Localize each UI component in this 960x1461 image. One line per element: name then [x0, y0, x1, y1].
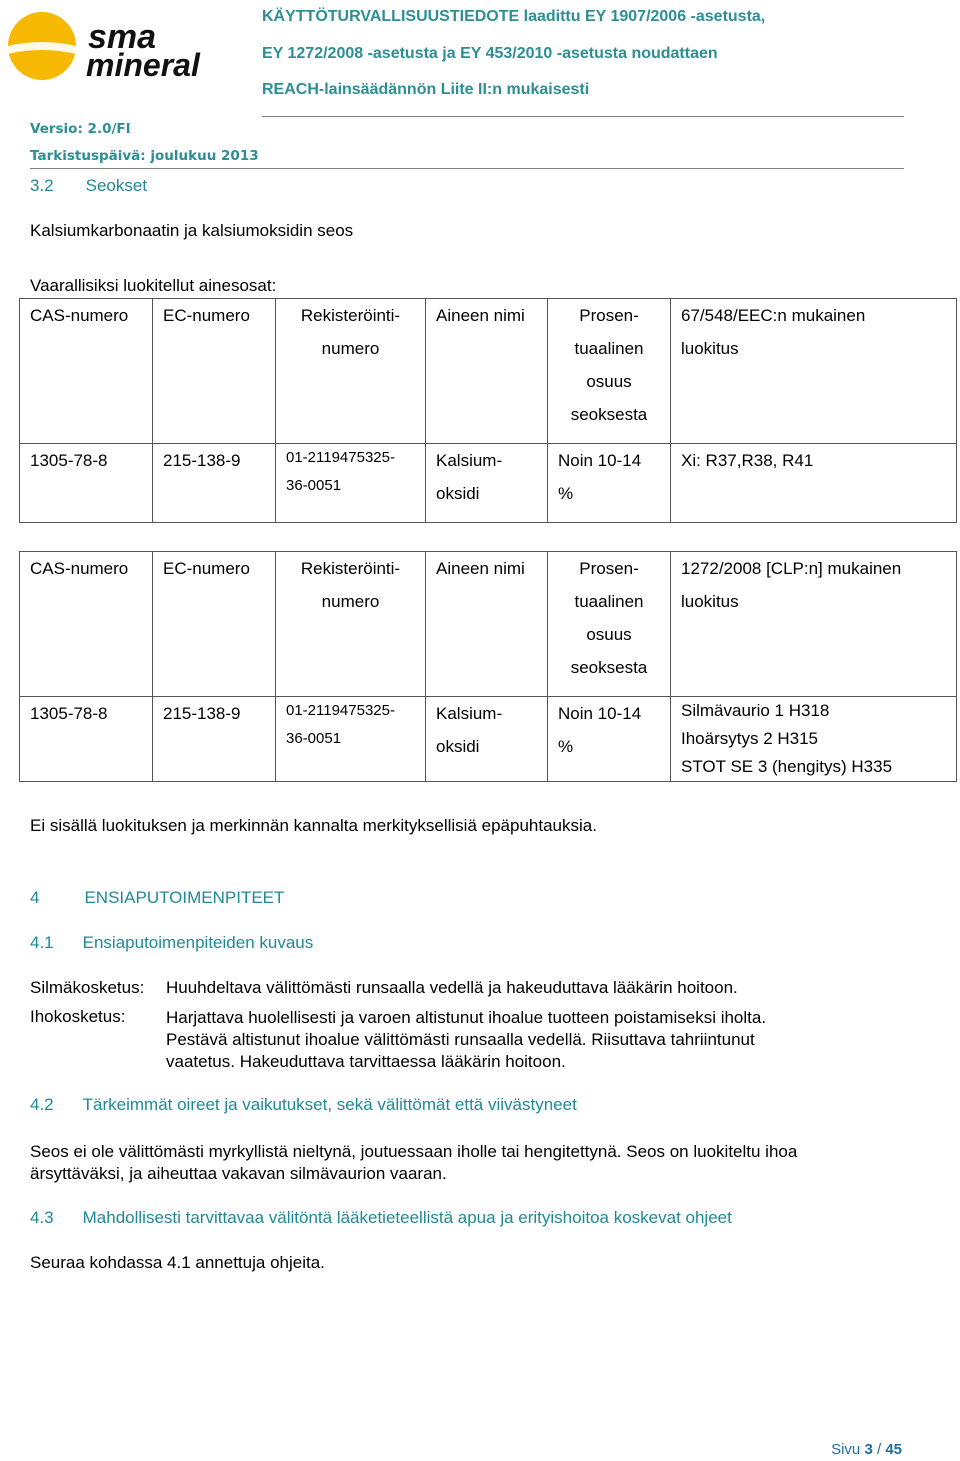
page-number [831, 1441, 902, 1458]
cell-name: Kalsium- oksidi [426, 697, 548, 782]
cell-cas: 1305-78-8 [20, 697, 153, 782]
section-4-heading [30, 888, 284, 908]
section-4-3-body: Seuraa kohdassa 4.1 annettuja ohjeita. [30, 1253, 325, 1272]
header-classification: 1272/2008 [CLP:n] mukainen luokitus [671, 552, 957, 697]
header-pct: Prosen- tuaalinen osuus seoksesta [548, 299, 671, 444]
section-title: Ensiaputoimenpiteiden kuvaus [82, 933, 314, 952]
cell-pct: Noin 10-14 % [548, 444, 671, 523]
section-number: 4.1 [30, 933, 54, 952]
section-4-3-heading [30, 1208, 732, 1228]
section-title: Seokset [85, 176, 148, 195]
components-table-clp [19, 551, 957, 782]
page-total: 45 [885, 1441, 902, 1458]
section-number: 4.2 [30, 1095, 54, 1114]
header-classification: 67/548/EEC:n mukainen luokitus [671, 299, 957, 444]
page-label: Sivu [831, 1441, 861, 1458]
sma-mineral-logo [6, 8, 256, 84]
page-current: 3 [864, 1441, 873, 1458]
cell-pct: Noin 10-14 % [548, 697, 671, 782]
section-3-2-heading [30, 176, 147, 196]
cell-reg: 01-2119475325- 36-0051 [276, 697, 426, 782]
table-row [20, 444, 957, 523]
mixture-description: Kalsiumkarbonaatin ja kalsiumoksidin seos [30, 221, 354, 240]
header-title-line1: KÄYTTÖTURVALLISUUSTIEDOTE laadittu EY 1907/2006 -asetusta, [262, 8, 766, 25]
hazardous-components-intro: Vaarallisiksi luokitellut ainesosat: [30, 276, 277, 295]
section-4-2-heading [30, 1095, 577, 1115]
revision-date: Tarkistuspäivä: joulukuu 2013 [30, 148, 259, 164]
impurities-note: Ei sisällä luokituksen ja merkinnän kannalta merkityksellisiä epäpuhtauksia. [30, 816, 597, 835]
cell-reg: 01-2119475325- 36-0051 [276, 444, 426, 523]
page-separator: / [876, 1441, 882, 1458]
header-reg: Rekisteröinti- numero [276, 552, 426, 697]
section-number: 4.3 [30, 1208, 54, 1227]
skin-contact-text: Harjattava huolellisesti ja varoen altistunut ihoalue tuotteen poistamiseksi iholta. Pestävä altistunut ihoalue välittömästi runsaalla vedellä. Riisuttava tahriintunut vaatetus. Hakeuduttava tarvittaessa lääkärin hoitoon. [166, 1008, 767, 1071]
cell-name: Kalsium- oksidi [426, 444, 548, 523]
table-row [20, 697, 957, 782]
components-table-dsd [19, 298, 957, 523]
header-title-line3: REACH-lainsäädännön Liite II:n mukaisesti [262, 81, 590, 98]
meta-rule [30, 168, 904, 169]
version-label: Versio: 2.0/FI [30, 121, 131, 137]
header-ec: EC-numero [153, 552, 276, 697]
header-name: Aineen nimi [426, 299, 548, 444]
logo-text-mineral: mineral [86, 47, 200, 83]
header-name: Aineen nimi [426, 552, 548, 697]
section-title: Mahdollisesti tarvittavaa välitöntä lääketieteellistä apua ja erityishoitoa koskevat ohjeet [82, 1208, 732, 1227]
section-number: 4 [30, 888, 40, 907]
section-title: ENSIAPUTOIMENPITEET [84, 888, 285, 907]
logo-text-sma: sma [88, 18, 157, 56]
header-rule [262, 116, 904, 117]
section-4-2-body: Seos ei ole välittömästi myrkyllistä nieltynä, joutuessaan iholle tai hengitettynä. Seos on luokiteltu ihoa ärsyttäväksi, ja aiheuttaa vakavan silmävaurion vaaran. [30, 1142, 798, 1183]
cell-classification: Silmävaurio 1 H318 Ihoärsytys 2 H315 STOT SE 3 (hengitys) H335 [671, 697, 957, 782]
cell-ec: 215-138-9 [153, 444, 276, 523]
header-ec: EC-numero [153, 299, 276, 444]
header-pct: Prosen- tuaalinen osuus seoksesta [548, 552, 671, 697]
header-cas: CAS-numero [20, 299, 153, 444]
table-header-row [20, 552, 957, 697]
eye-contact-text: Huuhdeltava välittömästi runsaalla vedellä ja hakeuduttava lääkärin hoitoon. [166, 978, 738, 997]
header-title-line2: EY 1272/2008 -asetusta ja EY 453/2010 -asetusta noudattaen [262, 45, 718, 62]
cell-cas: 1305-78-8 [20, 444, 153, 523]
header-cas: CAS-numero [20, 552, 153, 697]
cell-ec: 215-138-9 [153, 697, 276, 782]
table-header-row [20, 299, 957, 444]
header-reg: Rekisteröinti- numero [276, 299, 426, 444]
skin-contact-label: Ihokosketus: [30, 1007, 126, 1026]
eye-contact-label: Silmäkosketus: [30, 978, 145, 997]
section-title: Tärkeimmät oireet ja vaikutukset, sekä välittömät että viivästyneet [82, 1095, 577, 1114]
section-4-1-heading [30, 933, 313, 953]
cell-classification: Xi: R37,R38, R41 [671, 444, 957, 523]
section-number: 3.2 [30, 176, 54, 195]
